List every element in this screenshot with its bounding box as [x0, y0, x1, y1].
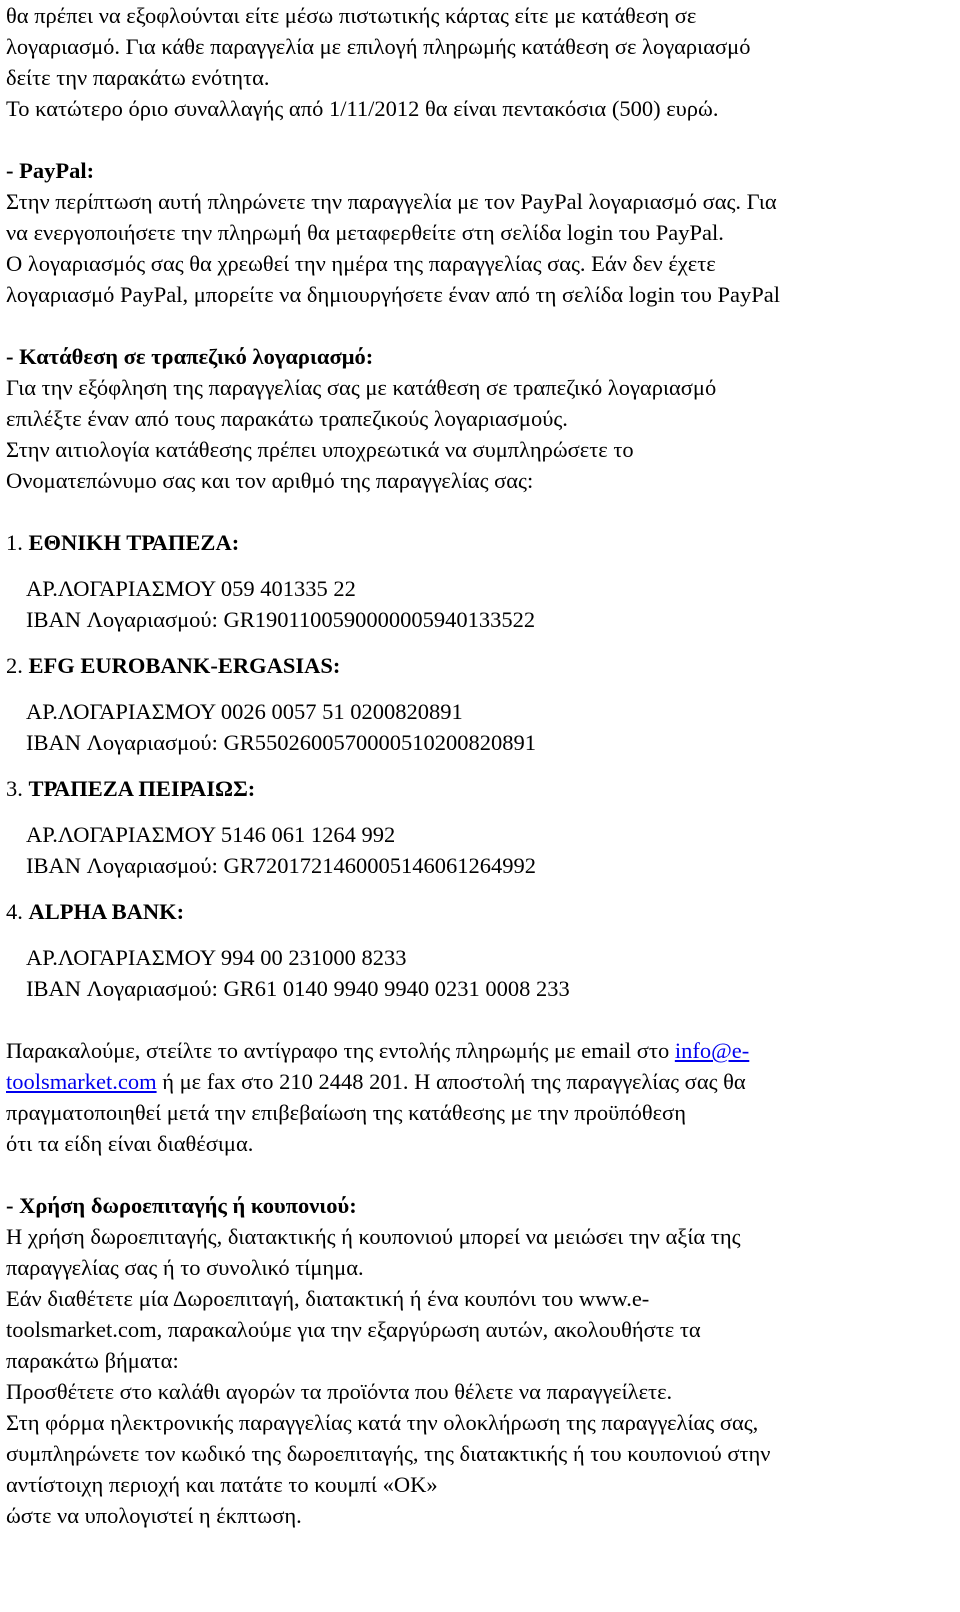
email-link-continued[interactable]: toolsmarket.com — [6, 1069, 157, 1094]
coupon-line-5: παρακάτω βήματα: — [6, 1348, 179, 1373]
intro-line-3: δείτε την παρακάτω ενότητα. — [6, 65, 270, 90]
coupon-line-6: Προσθέτετε στο καλάθι αγορών τα προϊόντα που θέλετε να παραγγείλετε. — [6, 1379, 673, 1404]
paypal-line-2: να ενεργοποιήσετε την πληρωμή θα μεταφερθείτε στη σελίδα login του PayPal. — [6, 220, 724, 245]
coupon-line-10: ώστε να υπολογιστεί η έκπτωση. — [6, 1503, 302, 1528]
notice-line-1: Παρακαλούμε, στείλτε το αντίγραφο της εντολής πληρωμής με email στο info@e- — [6, 1038, 750, 1063]
bank-account-number: ΑΡ.ΛΟΓΑΡΙΑΣΜΟΥ 0026 0057 51 0200820891 — [26, 699, 463, 724]
bank-account-number: ΑΡ.ΛΟΓΑΡΙΑΣΜΟΥ 5146 061 1264 992 — [26, 822, 396, 847]
paypal-heading: - PayPal: — [6, 158, 95, 183]
bank-iban: IBAN Λογαριασμού: GR7201721460005146061264992 — [26, 853, 536, 878]
deposit-line-1: Για την εξόφληση της παραγγελίας σας με κατάθεση σε τραπεζικό λογαριασμό — [6, 375, 717, 400]
bank-entry-2 — [6, 650, 960, 758]
intro-line-2: λογαριασμό. Για κάθε παραγγελία με επιλογή πληρωμής κατάθεση σε λογαριασμό — [6, 34, 751, 59]
deposit-line-4: Ονοματεπώνυμο σας και τον αριθμό της παραγγελίας σας: — [6, 468, 534, 493]
bank-list — [6, 527, 960, 1004]
deposit-line-2: επιλέξτε έναν από τους παρακάτω τραπεζικούς λογαριασμούς. — [6, 406, 568, 431]
notice-line-3: πραγματοποιηθεί μετά την επιβεβαίωση της κατάθεσης με την προϋπόθεση — [6, 1100, 686, 1125]
bank-title: 2. EFG EUROBANK-ERGASIAS: — [6, 653, 341, 678]
paypal-line-1: Στην περίπτωση αυτή πληρώνετε την παραγγελία με τον PayPal λογαριασμό σας. Για — [6, 189, 777, 214]
bank-iban: IBAN Λογαριασμού: GR5502600570000510200820891 — [26, 730, 536, 755]
email-link[interactable]: info@e- — [674, 1038, 750, 1063]
notice-line-4: ότι τα είδη είναι διαθέσιμα. — [6, 1131, 254, 1156]
coupon-line-3: Εάν διαθέτετε μία Δωροεπιταγή, διατακτική ή ένα κουπόνι του www.e- — [6, 1286, 650, 1311]
bank-entry-3 — [6, 773, 960, 881]
coupon-line-4: toolsmarket.com, παρακαλούμε για την εξαργύρωση αυτών, ακολουθήστε τα — [6, 1317, 701, 1342]
bank-iban: IBAN Λογαριασμού: GR1901100590000005940133522 — [26, 607, 536, 632]
paypal-line-3: Ο λογαριασμός σας θα χρεωθεί την ημέρα της παραγγελίας σας. Εάν δεν έχετε — [6, 251, 716, 276]
coupon-line-7: Στη φόρμα ηλεκτρονικής παραγγελίας κατά την ολοκλήρωση της παραγγελίας σας, — [6, 1410, 759, 1435]
notice-line-2: toolsmarket.com ή με fax στο 210 2448 201. Η αποστολή της παραγγελίας σας θα — [6, 1069, 746, 1094]
paypal-line-4: λογαριασμό PayPal, μπορείτε να δημιουργήσετε έναν από τη σελίδα login του PayPal — [6, 282, 781, 307]
intro-line-1: θα πρέπει να εξοφλούνται είτε μέσω πιστωτικής κάρτας είτε με κατάθεση σε — [6, 3, 697, 28]
bank-title: 4. ALPHA BANK: — [6, 899, 185, 924]
deposit-line-3: Στην αιτιολογία κατάθεσης πρέπει υποχρεωτικά να συμπληρώσετε το — [6, 437, 634, 462]
coupon-line-8: συμπληρώνετε τον κωδικό της δωροεπιταγής, της διατακτικής ή του κουπονιού στην — [6, 1441, 771, 1466]
coupon-line-1: Η χρήση δωροεπιταγής, διατακτικής ή κουπονιού μπορεί να μειώσει την αξία της — [6, 1224, 741, 1249]
bank-account-number: ΑΡ.ΛΟΓΑΡΙΑΣΜΟΥ 059 401335 22 — [26, 576, 356, 601]
bank-title: 3. ΤΡΑΠΕΖΑ ΠΕΙΡΑΙΩΣ: — [6, 776, 256, 801]
coupon-section — [6, 1190, 960, 1531]
notice-section — [6, 1035, 960, 1159]
bank-entry-4 — [6, 896, 960, 1004]
coupon-line-9: αντίστοιχη περιοχή και πατάτε το κουμπί «OK» — [6, 1472, 438, 1497]
coupon-line-2: παραγγελίας σας ή το συνολικό τίμημα. — [6, 1255, 364, 1280]
deposit-section — [6, 341, 960, 496]
intro-line-4: Το κατώτερο όριο συναλλαγής από 1/11/2012 θα είναι πεντακόσια (500) ευρώ. — [6, 96, 719, 121]
intro-section — [6, 0, 960, 124]
paypal-section — [6, 155, 960, 310]
coupon-heading: - Χρήση δωροεπιταγής ή κουπονιού: — [6, 1193, 357, 1218]
bank-iban: IBAN Λογαριασμού: GR61 0140 9940 9940 0231 0008 233 — [26, 976, 570, 1001]
bank-title: 1. ΕΘΝΙΚΗ ΤΡΑΠΕΖΑ: — [6, 530, 240, 555]
deposit-heading: - Κατάθεση σε τραπεζικό λογαριασμό: — [6, 344, 374, 369]
bank-account-number: ΑΡ.ΛΟΓΑΡΙΑΣΜΟΥ 994 00 231000 8233 — [26, 945, 407, 970]
bank-entry-1 — [6, 527, 960, 635]
